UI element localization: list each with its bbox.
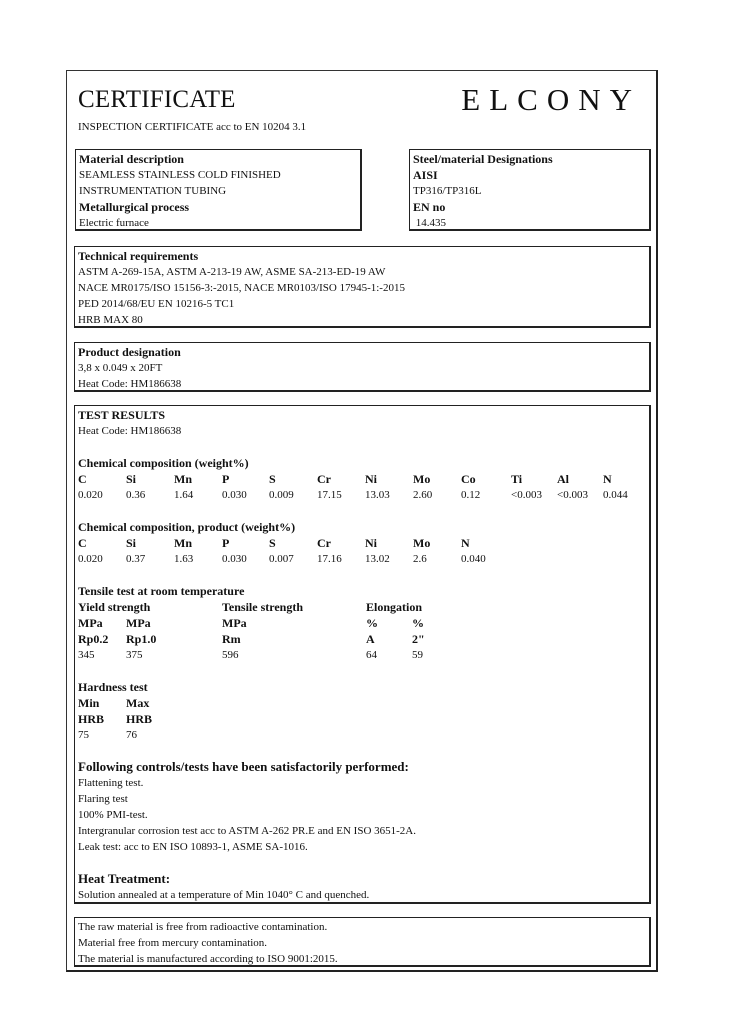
chem-element: Cr xyxy=(317,472,331,486)
statements-box xyxy=(74,917,651,967)
tensile-value: 596 xyxy=(222,649,239,661)
material-line: INSTRUMENTATION TUBING xyxy=(79,185,227,197)
chem-elements-row xyxy=(78,471,649,487)
chem-element: N xyxy=(603,472,612,486)
chem-element: Ni xyxy=(365,472,377,486)
chem-values-row xyxy=(78,487,649,503)
process-value: Electric furnace xyxy=(79,217,149,229)
controls-heading: Following controls/tests have been satisfactorily performed: xyxy=(78,759,409,774)
chem-element: Mo xyxy=(413,472,431,486)
test-results-box xyxy=(74,405,651,904)
chem-product-value: 0.040 xyxy=(461,553,486,565)
tensile-unit: MPa xyxy=(126,616,151,630)
product-dimensions: 3,8 x 0.049 x 20FT xyxy=(78,362,163,374)
product-designation-box xyxy=(74,342,651,392)
chem-element: Mn xyxy=(174,472,192,486)
tensile-symbol: 2" xyxy=(412,632,425,646)
chem-product-element: Si xyxy=(126,536,137,550)
designations-box xyxy=(409,149,651,231)
material-heading: Material description xyxy=(79,152,184,166)
chem-product-value: 0.020 xyxy=(78,553,103,565)
tensile-value: 375 xyxy=(126,649,143,661)
chem-value: 17.15 xyxy=(317,489,342,501)
chem-heading: Chemical composition (weight%) xyxy=(78,456,249,470)
control-item: Intergranular corrosion test acc to ASTM A-262 PR.E and EN ISO 3651-2A. xyxy=(78,825,416,837)
tensile-group: Elongation xyxy=(366,600,423,614)
chem-product-element: C xyxy=(78,536,87,550)
designations-heading: Steel/material Designations xyxy=(413,152,553,166)
hardness-units-row xyxy=(78,711,649,727)
tensile-symbol: Rp1.0 xyxy=(126,632,157,646)
test-results-heading: TEST RESULTS xyxy=(78,408,166,422)
statement: Material free from mercury contamination. xyxy=(78,937,268,949)
chem-value: 2.60 xyxy=(413,489,433,501)
tensile-heading: Tensile test at room temperature xyxy=(78,584,245,598)
statement: The material is manufactured according to ISO 9001:2015. xyxy=(78,953,338,965)
chem-product-value: 0.37 xyxy=(126,553,146,565)
tensile-symbol: Rm xyxy=(222,632,241,646)
product-heading: Product designation xyxy=(78,345,181,359)
heat-treatment-text: Solution annealed at a temperature of Min 1040° C and quenched. xyxy=(78,889,370,901)
tensile-unit: MPa xyxy=(222,616,247,630)
chem-element: S xyxy=(269,472,276,486)
technical-line: ASTM A-269-15A, ASTM A-213-19 AW, ASME SA-213-ED-19 AW xyxy=(78,266,386,278)
certificate-subtitle: INSPECTION CERTIFICATE acc to EN 10204 3.1 xyxy=(78,121,307,133)
chem-value: 13.03 xyxy=(365,489,390,501)
control-item: Flattening test. xyxy=(78,777,144,789)
chem-value: 0.12 xyxy=(461,489,481,501)
chem-value: 0.030 xyxy=(222,489,247,501)
tensile-symbol: Rp0.2 xyxy=(78,632,109,646)
tensile-value: 59 xyxy=(412,649,423,661)
hardness-value: 75 xyxy=(78,729,89,741)
chem-value: 0.009 xyxy=(269,489,294,501)
chem-element: C xyxy=(78,472,87,486)
tensile-value: 345 xyxy=(78,649,95,661)
hardness-label: Min xyxy=(78,696,100,710)
technical-requirements-box xyxy=(74,246,651,328)
control-item: 100% PMI-test. xyxy=(78,809,148,821)
technical-line: HRB MAX 80 xyxy=(78,314,143,326)
tensile-group: Yield strength xyxy=(78,600,151,614)
hardness-values-row xyxy=(78,727,649,743)
chem-element: Ti xyxy=(511,472,523,486)
hardness-heading: Hardness test xyxy=(78,680,148,694)
chem-product-value: 2.6 xyxy=(413,553,427,565)
tensile-units-row xyxy=(78,615,649,631)
chem-value: 0.020 xyxy=(78,489,103,501)
hardness-labels-row xyxy=(78,695,649,711)
aisi-label: AISI xyxy=(413,168,438,182)
tensile-unit: MPa xyxy=(78,616,103,630)
chem-product-value: 1.63 xyxy=(174,553,194,565)
chem-value: 0.044 xyxy=(603,489,628,501)
material-line: SEAMLESS STAINLESS COLD FINISHED xyxy=(79,169,281,181)
process-heading: Metallurgical process xyxy=(79,200,190,214)
en-value: 14.435 xyxy=(413,217,446,229)
heat-treatment-heading: Heat Treatment: xyxy=(78,871,171,886)
hardness-label: Max xyxy=(126,696,150,710)
chem-value: 1.64 xyxy=(174,489,194,501)
tensile-symbol: A xyxy=(366,632,375,646)
chem-product-element: P xyxy=(222,536,230,550)
chem-product-elements-row xyxy=(78,535,649,551)
statement: The raw material is free from radioactive contamination. xyxy=(78,921,328,933)
chem-product-value: 0.007 xyxy=(269,553,294,565)
chem-element: Co xyxy=(461,472,476,486)
tensile-values-row xyxy=(78,647,649,663)
hardness-unit: HRB xyxy=(126,712,153,726)
chem-product-element: Ni xyxy=(365,536,377,550)
aisi-value: TP316/TP316L xyxy=(413,185,482,197)
company-logo: ELCONY xyxy=(461,82,641,117)
chem-value: <0.003 xyxy=(511,489,542,501)
tensile-value: 64 xyxy=(366,649,377,661)
chem-product-heading: Chemical composition, product (weight%) xyxy=(78,520,296,534)
chem-value: <0.003 xyxy=(557,489,588,501)
technical-line: PED 2014/68/EU EN 10216-5 TC1 xyxy=(78,298,235,310)
tensile-unit: % xyxy=(366,616,378,630)
chem-element: Si xyxy=(126,472,137,486)
test-heat-code: Heat Code: HM186638 xyxy=(78,425,182,437)
chem-value: 0.36 xyxy=(126,489,146,501)
chem-product-value: 13.02 xyxy=(365,553,390,565)
chem-product-element: Cr xyxy=(317,536,331,550)
chem-product-value: 17.16 xyxy=(317,553,342,565)
technical-line: NACE MR0175/ISO 15156-3:-2015, NACE MR0103/ISO 17945-1:-2015 xyxy=(78,282,405,294)
chem-product-value: 0.030 xyxy=(222,553,247,565)
chem-product-element: Mo xyxy=(413,536,431,550)
control-item: Flaring test xyxy=(78,793,128,805)
chem-element: P xyxy=(222,472,230,486)
certificate-title: CERTIFICATE xyxy=(78,86,236,113)
chem-product-element: S xyxy=(269,536,276,550)
en-label: EN no xyxy=(413,200,446,214)
hardness-value: 76 xyxy=(126,729,137,741)
tensile-symbols-row xyxy=(78,631,649,647)
tensile-group-row xyxy=(78,599,649,615)
technical-heading: Technical requirements xyxy=(78,249,199,263)
chem-product-values-row xyxy=(78,551,649,567)
tensile-group: Tensile strength xyxy=(222,600,304,614)
hardness-unit: HRB xyxy=(78,712,105,726)
control-item: Leak test: acc to EN ISO 10893-1, ASME SA-1016. xyxy=(78,841,308,853)
material-description-box xyxy=(75,149,362,231)
product-heat-code: Heat Code: HM186638 xyxy=(78,378,182,390)
tensile-unit: % xyxy=(412,616,424,630)
chem-element: Al xyxy=(557,472,569,486)
chem-product-element: N xyxy=(461,536,470,550)
chem-product-element: Mn xyxy=(174,536,192,550)
